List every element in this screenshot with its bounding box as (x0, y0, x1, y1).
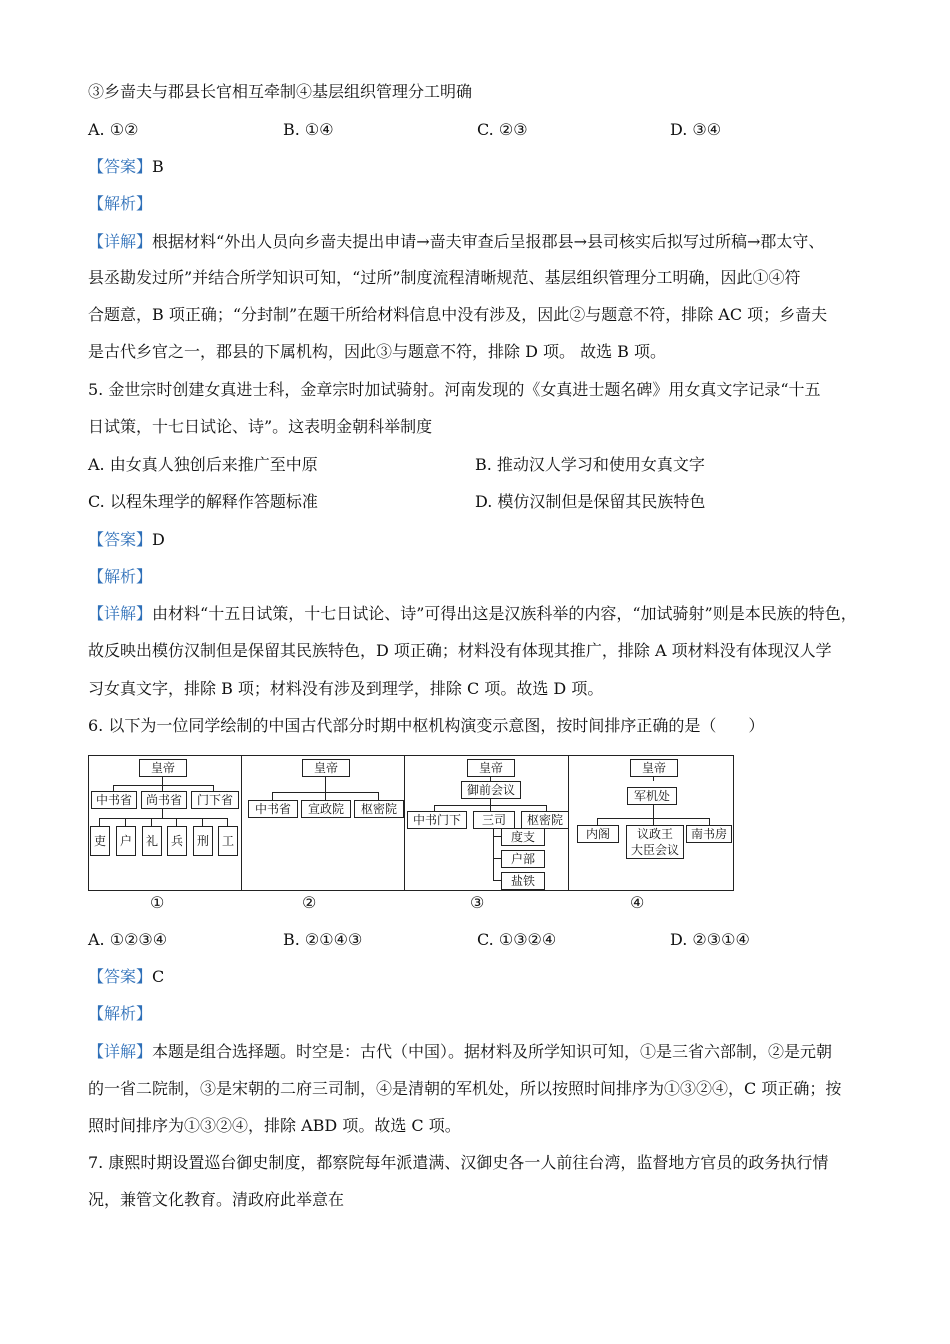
q7-stem-line: 况，兼管文化教育。清政府此举意在 (88, 1190, 345, 1209)
diagram-label-3: ③ (470, 893, 485, 912)
shangshu-box: 尚书省 (141, 791, 187, 809)
q7-stem-line: 7. 康熙时期设置巡台御史制度，都察院每年派遣满、汉御史各一人前往台湾，监督地方官员的政务执行情 (88, 1153, 829, 1172)
detail-text: 根据材料“外出人员向乡啬夫提出申请→啬夫审查后呈报郡县→县司核实后拟写过所稿→郡太守、 (152, 232, 825, 251)
emperor-box: 皇帝 (630, 759, 678, 777)
shumi-box: 枢密院 (521, 811, 569, 829)
q5-stem-line: 日试策，十七日试论、诗”。这表明金朝科举制度 (88, 417, 433, 436)
detail-text: 本题是组合选择题。时空是：古代（中国）。据材料及所学知识可知，①是三省六部制，②是元朝 (152, 1042, 833, 1061)
q5-analysis-tag: 【解析】 (88, 567, 153, 586)
emperor-box: 皇帝 (139, 759, 187, 777)
answer-value: C (152, 967, 165, 986)
q6-detail-line: 照时间排序为①③②④，排除 ABD 项。故选 C 项。 (88, 1116, 461, 1135)
ministry-box: 户 (116, 826, 136, 856)
emperor-box: 皇帝 (467, 759, 515, 777)
neige-box: 内阁 (577, 825, 619, 843)
q4-choice-d: D. ③④ (670, 120, 722, 139)
q6-stem: 6. 以下为一位同学绘制的中国古代部分时期中枢机构演变示意图，按时间排序正确的是（ ） (88, 716, 765, 735)
diagram-label-2: ② (302, 893, 317, 912)
council-box: 御前会议 (461, 781, 521, 799)
emperor-box: 皇帝 (302, 759, 350, 777)
ministry-box: 兵 (167, 826, 187, 856)
ministry-box: 礼 (142, 826, 162, 856)
hubu-box: 户部 (501, 850, 545, 868)
nanshufang-box: 南书房 (686, 825, 732, 843)
government-structure-diagram (88, 755, 734, 891)
q6-choice-b: B. ②①④③ (283, 930, 363, 949)
detail-tag: 【详解】 (88, 1042, 153, 1061)
q4-choice-c: C. ②③ (477, 120, 528, 139)
ministry-box: 工 (218, 826, 238, 856)
detail-tag: 【详解】 (88, 232, 153, 251)
zhongshu-box: 中书省 (248, 800, 298, 818)
q4-choice-b: B. ①④ (283, 120, 334, 139)
q4-options-line: ③乡啬夫与郡县长官相互牵制④基层组织管理分工明确 (88, 82, 473, 101)
q5-stem-line: 5. 金世宗时创建女真进士科，金章宗时加试骑射。河南发现的《女真进士题名碑》用女真文字记录“十五 (88, 380, 821, 399)
ministry-box: 刑 (193, 826, 213, 856)
ministry-box: 吏 (90, 826, 110, 856)
q5-detail-line: 故反映出模仿汉制但是保留其民族特色，D 项正确；材料没有体现其推广，排除 A 项材料没有体现汉人学 (88, 641, 832, 660)
detail-text: 由材料“十五日试策，十七日试论、诗”可得出这是汉族科举的内容，“加试骑射”则是本民族的特色， (152, 604, 857, 623)
zhongshu-menxia-box: 中书门下 (407, 811, 467, 829)
q6-detail-line (88, 1042, 868, 1062)
duzhi-box: 度支 (501, 828, 545, 846)
q5-choice-a: A. 由女真人独创后来推广至中原 (88, 455, 318, 474)
q4-choice-a: A. ①② (88, 120, 139, 139)
q4-detail-line: 是古代乡官之一，郡县的下属机构，因此③与题意不符，排除 D 项。 故选 B 项。 (88, 342, 667, 361)
q5-choice-c: C. 以程朱理学的解释作答题标准 (88, 492, 318, 511)
xuanzheng-box: 宣政院 (301, 800, 351, 818)
q4-detail-line: 合题意，B 项正确；“分封制”在题干所给材料信息中没有涉及，因此②与题意不符，排除 AC 项；乡啬夫 (88, 305, 828, 324)
q6-answer (88, 967, 868, 987)
q5-detail-line: 习女真文字，排除 B 项；材料没有涉及到理学，排除 C 项。故选 D 项。 (88, 679, 604, 698)
diagram-panel-3 (405, 756, 569, 890)
q6-choice-c: C. ①③②④ (477, 930, 557, 949)
q6-choice-d: D. ②③①④ (670, 930, 750, 949)
answer-tag: 【答案】 (88, 967, 153, 986)
diagram-panel-4 (569, 756, 733, 890)
answer-tag: 【答案】 (88, 530, 153, 549)
answer-value: D (152, 530, 165, 549)
junjichu-box: 军机处 (627, 787, 677, 805)
q6-detail-line: 的一省二院制，③是宋朝的二府三司制，④是清朝的军机处，所以按照时间排序为①③②④，C 项正确；按 (88, 1079, 842, 1098)
q5-choice-b: B. 推动汉人学习和使用女真文字 (475, 455, 705, 474)
answer-tag: 【答案】 (88, 157, 153, 176)
yizheng-box: 议政王 大臣会议 (626, 825, 684, 859)
shumi-box: 枢密院 (354, 800, 404, 818)
detail-tag: 【详解】 (88, 604, 153, 623)
q4-detail-line (88, 232, 868, 252)
zhongshu-box: 中书省 (91, 791, 137, 809)
diagram-label-1: ① (150, 893, 165, 912)
menxia-box: 门下省 (191, 791, 239, 809)
diagram-panel-1 (89, 756, 242, 890)
q4-answer (88, 157, 868, 177)
diagram-panel-2 (242, 756, 405, 890)
q4-analysis-tag: 【解析】 (88, 194, 153, 213)
q6-analysis-tag: 【解析】 (88, 1004, 153, 1023)
q6-choice-a: A. ①②③④ (88, 930, 168, 949)
q5-choice-d: D. 模仿汉制但是保留其民族特色 (475, 492, 706, 511)
diagram-label-4: ④ (630, 893, 645, 912)
yantie-box: 盐铁 (501, 872, 545, 890)
q4-detail-line: 县丞勘发过所”并结合所学知识可知，“过所”制度流程清晰规范、基层组织管理分工明确，因此①④符 (88, 268, 801, 287)
sansi-box: 三司 (473, 811, 515, 829)
answer-value: B (152, 157, 164, 176)
q5-answer (88, 530, 868, 550)
q5-detail-line (88, 604, 868, 624)
